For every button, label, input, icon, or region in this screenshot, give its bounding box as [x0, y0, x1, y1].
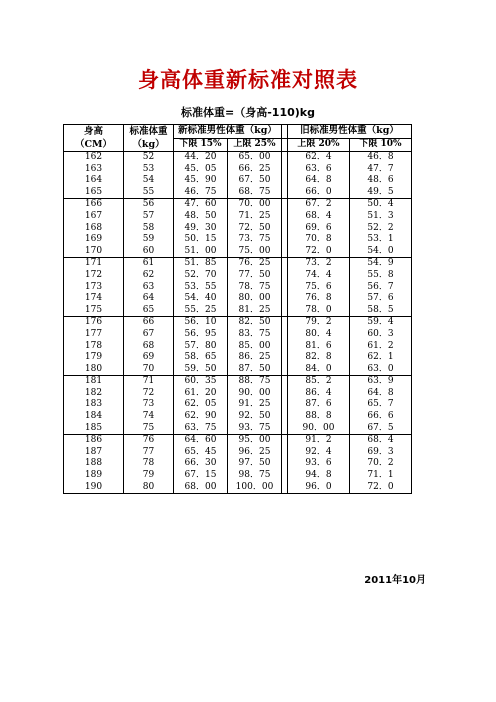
cell-old-lower: 61．2 [350, 341, 412, 353]
table-row [64, 305, 412, 317]
cell-height: 184 [64, 411, 124, 423]
cell-new-lower: 56．10 [174, 317, 228, 329]
cell-height: 175 [64, 305, 124, 317]
cell-new-lower: 66．30 [174, 458, 228, 470]
cell-new-upper: 78．75 [228, 282, 282, 294]
table-row [64, 187, 412, 199]
cell-old-lower: 72．0 [350, 482, 412, 494]
table-row [64, 317, 412, 329]
cell-new-lower: 52．70 [174, 270, 228, 282]
cell-old-lower: 51．3 [350, 211, 412, 223]
cell-standard-weight: 74 [124, 411, 174, 423]
cell-standard-weight: 79 [124, 470, 174, 482]
cell-old-upper: 91．2 [288, 435, 350, 447]
table-row [64, 246, 412, 258]
cell-standard-weight: 62 [124, 270, 174, 282]
cell-standard-weight: 67 [124, 329, 174, 341]
cell-old-lower: 68．4 [350, 435, 412, 447]
table-row [64, 234, 412, 246]
cell-new-lower: 45．90 [174, 175, 228, 187]
cell-new-lower: 59．50 [174, 364, 228, 376]
cell-new-lower: 54．40 [174, 293, 228, 305]
table-row [64, 447, 412, 459]
cell-old-lower: 70．2 [350, 458, 412, 470]
cell-new-lower: 45．05 [174, 164, 228, 176]
cell-old-upper: 75．6 [288, 282, 350, 294]
cell-height: 187 [64, 447, 124, 459]
cell-height: 185 [64, 423, 124, 435]
table-row [64, 258, 412, 270]
cell-new-upper: 66．25 [228, 164, 282, 176]
cell-new-lower: 62．05 [174, 399, 228, 411]
cell-new-upper: 70．00 [228, 199, 282, 211]
cell-old-upper: 66．0 [288, 187, 350, 199]
cell-old-lower: 59．4 [350, 317, 412, 329]
cell-height: 169 [64, 234, 124, 246]
cell-old-lower: 57．6 [350, 293, 412, 305]
cell-new-upper: 98．75 [228, 470, 282, 482]
weight-table [63, 124, 412, 494]
cell-new-upper: 100．00 [228, 482, 282, 494]
table-row [64, 270, 412, 282]
cell-height: 181 [64, 376, 124, 388]
cell-old-upper: 64．8 [288, 175, 350, 187]
cell-new-upper: 97．50 [228, 458, 282, 470]
document-date: 2011年10月 [364, 575, 426, 586]
cell-old-upper: 62．4 [288, 152, 350, 164]
cell-old-upper: 88．8 [288, 411, 350, 423]
table-row [64, 364, 412, 376]
cell-old-lower: 55．8 [350, 270, 412, 282]
cell-new-lower: 49．30 [174, 223, 228, 235]
cell-old-lower: 54．0 [350, 246, 412, 258]
cell-new-upper: 67．50 [228, 175, 282, 187]
cell-height: 180 [64, 364, 124, 376]
cell-height: 190 [64, 482, 124, 494]
header-new-male: 新标准男性体重（kg） [174, 125, 282, 139]
cell-old-upper: 81．6 [288, 341, 350, 353]
cell-height: 177 [64, 329, 124, 341]
table-row [64, 164, 412, 176]
cell-old-lower: 47．7 [350, 164, 412, 176]
cell-new-upper: 82．50 [228, 317, 282, 329]
cell-new-upper: 90．00 [228, 388, 282, 400]
cell-standard-weight: 54 [124, 175, 174, 187]
cell-height: 166 [64, 199, 124, 211]
cell-standard-weight: 52 [124, 152, 174, 164]
cell-old-upper: 72．0 [288, 246, 350, 258]
cell-old-lower: 58．5 [350, 305, 412, 317]
cell-standard-weight: 64 [124, 293, 174, 305]
cell-standard-weight: 65 [124, 305, 174, 317]
cell-old-upper: 92．4 [288, 447, 350, 459]
cell-standard-weight: 77 [124, 447, 174, 459]
cell-height: 167 [64, 211, 124, 223]
table-row [64, 470, 412, 482]
cell-height: 182 [64, 388, 124, 400]
cell-new-lower: 65．45 [174, 447, 228, 459]
cell-standard-weight: 68 [124, 341, 174, 353]
cell-new-lower: 60．35 [174, 376, 228, 388]
cell-standard-weight: 70 [124, 364, 174, 376]
cell-new-lower: 53．55 [174, 282, 228, 294]
cell-new-lower: 46．75 [174, 187, 228, 199]
cell-new-lower: 62．90 [174, 411, 228, 423]
cell-new-lower: 67．15 [174, 470, 228, 482]
cell-old-lower: 49．5 [350, 187, 412, 199]
cell-old-lower: 65．7 [350, 399, 412, 411]
cell-height: 165 [64, 187, 124, 199]
cell-new-lower: 61．20 [174, 388, 228, 400]
cell-new-upper: 86．25 [228, 352, 282, 364]
header-standard-weight-label: 标准体重（kg） [129, 126, 168, 150]
cell-old-lower: 64．8 [350, 388, 412, 400]
cell-new-lower: 50．15 [174, 234, 228, 246]
cell-height: 162 [64, 152, 124, 164]
table-row [64, 152, 412, 164]
cell-old-upper: 94．8 [288, 470, 350, 482]
cell-old-lower: 66．6 [350, 411, 412, 423]
header-standard-weight [124, 125, 174, 152]
table-row [64, 282, 412, 294]
table-row [64, 411, 412, 423]
table-row [64, 458, 412, 470]
table-row [64, 341, 412, 353]
cell-old-upper: 74．4 [288, 270, 350, 282]
cell-new-upper: 85．00 [228, 341, 282, 353]
cell-new-lower: 63．75 [174, 423, 228, 435]
cell-old-upper: 84．0 [288, 364, 350, 376]
cell-old-upper: 63．6 [288, 164, 350, 176]
cell-height: 171 [64, 258, 124, 270]
table-row [64, 175, 412, 187]
cell-old-lower: 52．2 [350, 223, 412, 235]
cell-old-upper: 96．0 [288, 482, 350, 494]
table-row [64, 376, 412, 388]
cell-old-upper: 70．8 [288, 234, 350, 246]
cell-height: 186 [64, 435, 124, 447]
cell-new-upper: 91．25 [228, 399, 282, 411]
cell-old-lower: 71．1 [350, 470, 412, 482]
cell-old-lower: 62．1 [350, 352, 412, 364]
formula-subtitle: 标准体重=（身高-110)kg [181, 106, 315, 119]
cell-old-upper: 85．2 [288, 376, 350, 388]
cell-standard-weight: 63 [124, 282, 174, 294]
cell-old-lower: 69．3 [350, 447, 412, 459]
cell-height: 178 [64, 341, 124, 353]
cell-old-upper: 78．0 [288, 305, 350, 317]
cell-standard-weight: 80 [124, 482, 174, 494]
cell-new-upper: 96．25 [228, 447, 282, 459]
cell-height: 163 [64, 164, 124, 176]
header-old-lower: 下限 10% [350, 138, 412, 152]
cell-height: 188 [64, 458, 124, 470]
table-row [64, 293, 412, 305]
header-new-upper: 上限 25% [228, 138, 282, 152]
cell-new-lower: 56．95 [174, 329, 228, 341]
cell-standard-weight: 61 [124, 258, 174, 270]
cell-new-upper: 80．00 [228, 293, 282, 305]
cell-standard-weight: 73 [124, 399, 174, 411]
cell-new-upper: 73．75 [228, 234, 282, 246]
table-row [64, 211, 412, 223]
cell-height: 189 [64, 470, 124, 482]
cell-new-lower: 47．60 [174, 199, 228, 211]
cell-old-lower: 53．1 [350, 234, 412, 246]
cell-standard-weight: 71 [124, 376, 174, 388]
cell-old-lower: 48．6 [350, 175, 412, 187]
cell-old-lower: 63．0 [350, 364, 412, 376]
cell-new-upper: 93．75 [228, 423, 282, 435]
table-row [64, 352, 412, 364]
cell-standard-weight: 60 [124, 246, 174, 258]
cell-standard-weight: 69 [124, 352, 174, 364]
table-row [64, 399, 412, 411]
cell-new-upper: 83．75 [228, 329, 282, 341]
table-row [64, 329, 412, 341]
header-old-upper: 上限 20% [288, 138, 350, 152]
cell-new-lower: 48．50 [174, 211, 228, 223]
cell-old-upper: 76．8 [288, 293, 350, 305]
cell-old-lower: 50．4 [350, 199, 412, 211]
cell-old-upper: 82．8 [288, 352, 350, 364]
cell-new-upper: 87．50 [228, 364, 282, 376]
cell-old-upper: 69．6 [288, 223, 350, 235]
cell-old-lower: 54．9 [350, 258, 412, 270]
cell-new-upper: 76．25 [228, 258, 282, 270]
cell-new-lower: 58．65 [174, 352, 228, 364]
cell-old-lower: 56．7 [350, 282, 412, 294]
cell-standard-weight: 66 [124, 317, 174, 329]
cell-new-upper: 68．75 [228, 187, 282, 199]
cell-old-upper: 67．2 [288, 199, 350, 211]
cell-old-upper: 86．4 [288, 388, 350, 400]
cell-old-upper: 79．2 [288, 317, 350, 329]
cell-new-lower: 55．25 [174, 305, 228, 317]
cell-height: 164 [64, 175, 124, 187]
cell-old-upper: 73．2 [288, 258, 350, 270]
cell-new-upper: 81．25 [228, 305, 282, 317]
cell-standard-weight: 75 [124, 423, 174, 435]
cell-old-upper: 90．00 [288, 423, 350, 435]
cell-standard-weight: 55 [124, 187, 174, 199]
table-row [64, 199, 412, 211]
header-old-male: 旧标准男性体重（kg） [288, 125, 412, 139]
document-title: 身高体重新标准对照表 [138, 68, 358, 92]
cell-standard-weight: 58 [124, 223, 174, 235]
cell-old-lower: 63．9 [350, 376, 412, 388]
cell-new-upper: 65．00 [228, 152, 282, 164]
cell-new-upper: 75．00 [228, 246, 282, 258]
cell-new-upper: 88．75 [228, 376, 282, 388]
table-row [64, 388, 412, 400]
cell-standard-weight: 57 [124, 211, 174, 223]
cell-standard-weight: 76 [124, 435, 174, 447]
cell-old-upper: 93．6 [288, 458, 350, 470]
cell-height: 173 [64, 282, 124, 294]
cell-new-lower: 51．85 [174, 258, 228, 270]
cell-new-upper: 71．25 [228, 211, 282, 223]
cell-new-upper: 77．50 [228, 270, 282, 282]
cell-new-lower: 57．80 [174, 341, 228, 353]
cell-height: 183 [64, 399, 124, 411]
cell-height: 179 [64, 352, 124, 364]
cell-old-upper: 87．6 [288, 399, 350, 411]
cell-height: 176 [64, 317, 124, 329]
cell-height: 174 [64, 293, 124, 305]
cell-old-upper: 80．4 [288, 329, 350, 341]
cell-height: 172 [64, 270, 124, 282]
cell-old-lower: 60．3 [350, 329, 412, 341]
cell-height: 170 [64, 246, 124, 258]
cell-old-lower: 67．5 [350, 423, 412, 435]
cell-new-upper: 92．50 [228, 411, 282, 423]
cell-new-lower: 51．00 [174, 246, 228, 258]
cell-new-upper: 95．00 [228, 435, 282, 447]
table-row [64, 423, 412, 435]
cell-standard-weight: 78 [124, 458, 174, 470]
table-row [64, 482, 412, 494]
header-height [64, 125, 124, 152]
cell-standard-weight: 53 [124, 164, 174, 176]
cell-height: 168 [64, 223, 124, 235]
cell-new-lower: 64．60 [174, 435, 228, 447]
cell-standard-weight: 56 [124, 199, 174, 211]
cell-new-lower: 44．20 [174, 152, 228, 164]
cell-standard-weight: 72 [124, 388, 174, 400]
table-row [64, 435, 412, 447]
table-row [64, 223, 412, 235]
header-height-label: 身高（CM） [74, 126, 113, 150]
cell-new-lower: 68．00 [174, 482, 228, 494]
header-new-lower: 下限 15% [174, 138, 228, 152]
cell-new-upper: 72．50 [228, 223, 282, 235]
cell-old-upper: 68．4 [288, 211, 350, 223]
cell-old-lower: 46．8 [350, 152, 412, 164]
cell-standard-weight: 59 [124, 234, 174, 246]
